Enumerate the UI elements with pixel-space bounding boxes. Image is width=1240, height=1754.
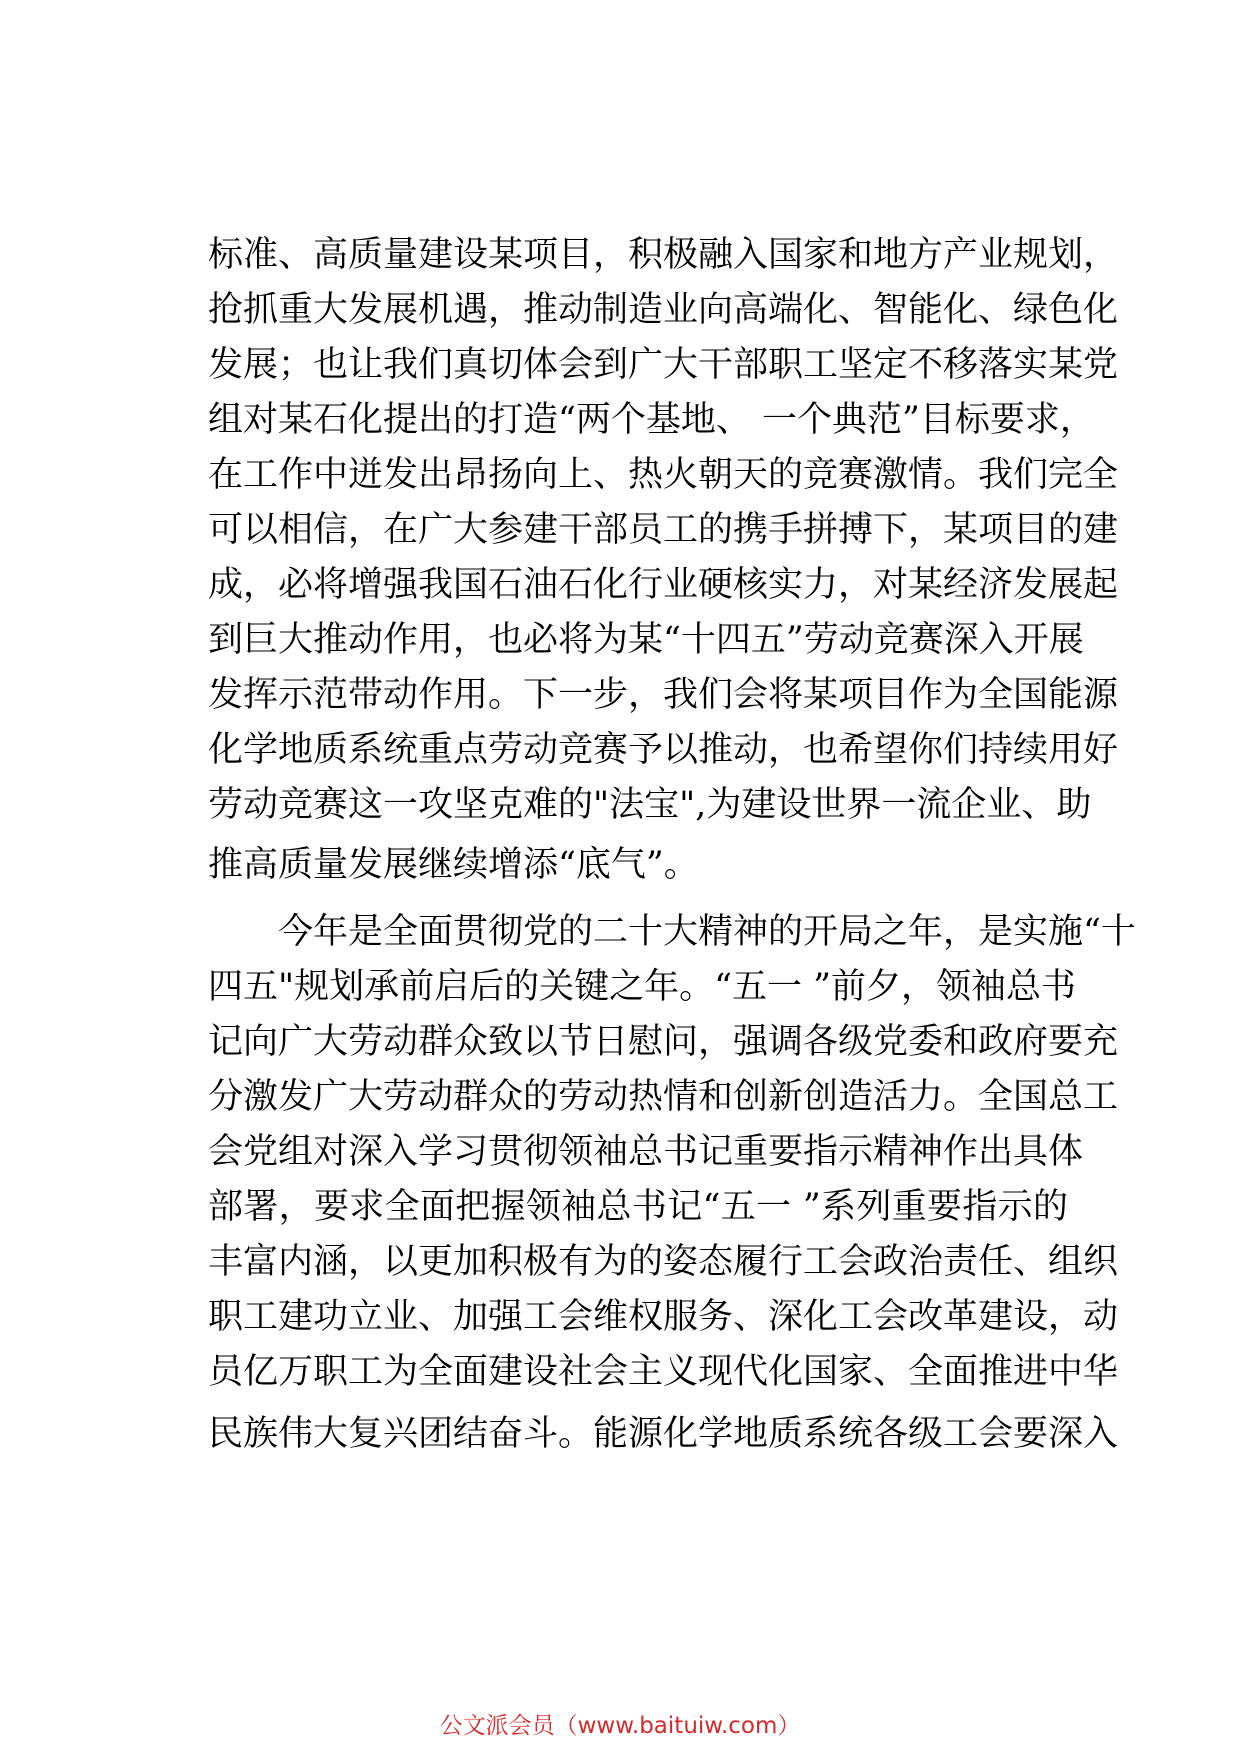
paragraph-line: 劳动竞赛这一攻坚克难的"法宝",为建设世界一流企业、助 <box>208 785 1092 825</box>
paragraph-line: 四五"规划承前启后的关键之年。“五一 ”前夕，领袖总书 <box>208 967 1077 1007</box>
paragraph-line: 民族伟大复兴团结奋斗。能源化学地质系统各级工会要深入 <box>208 1414 1119 1454</box>
paragraph-line: 抢抓重大发展机遇，推动制造业向高端化、智能化、绿色化 <box>208 290 1119 330</box>
paragraph-line: 分激发广大劳动群众的劳动热情和创新创造活力。全国总工 <box>208 1077 1119 1117</box>
paragraph-line: 今年是全面贯彻党的二十大精神的开局之年，是实施“十 <box>278 912 1136 952</box>
paragraph-line: 标准、高质量建设某项目，积极融入国家和地方产业规划， <box>208 235 1119 275</box>
paragraph-line: 在工作中迸发出昂扬向上、热火朝天的竞赛激情。我们完全 <box>208 455 1119 495</box>
paragraph-line: 化学地质系统重点劳动竞赛予以推动，也希望你们持续用好 <box>208 730 1119 770</box>
paragraph-line: 发挥示范带动作用。下一步，我们会将某项目作为全国能源 <box>208 675 1119 715</box>
paragraph-line: 会党组对深入学习贯彻领袖总书记重要指示精神作出具体 <box>208 1132 1084 1172</box>
footer-watermark: 公文派会员（www.baituiw.com） <box>439 1713 801 1739</box>
paragraph-line: 发展；也让我们真切体会到广大干部职工坚定不移落实某党 <box>208 345 1119 385</box>
paragraph-line: 组对某石化提出的打造“两个基地、 一个典范”目标要求， <box>208 400 1095 440</box>
paragraph-line: 可以相信，在广大参建干部员工的携手拼搏下，某项目的建 <box>208 510 1119 550</box>
paragraph-line: 记向广大劳动群众致以节日慰问，强调各级党委和政府要充 <box>208 1022 1119 1062</box>
paragraph-line: 部署，要求全面把握领袖总书记“五一 ”系列重要指示的 <box>208 1187 1068 1227</box>
paragraph-line: 成，必将增强我国石油石化行业硬核实力，对某经济发展起 <box>208 565 1119 605</box>
paragraph-line: 推高质量发展继续增添“底气”。 <box>208 845 699 885</box>
paragraph-line: 到巨大推动作用，也必将为某“十四五”劳动竞赛深入开展 <box>208 620 1084 660</box>
paragraph-line: 丰富内涵，以更加积极有为的姿态履行工会政治责任、组织 <box>208 1242 1119 1282</box>
paragraph-line: 职工建功立业、加强工会维权服务、深化工会改革建设，动 <box>208 1297 1119 1337</box>
paragraph-line: 员亿万职工为全面建设社会主义现代化国家、全面推进中华 <box>208 1352 1119 1392</box>
